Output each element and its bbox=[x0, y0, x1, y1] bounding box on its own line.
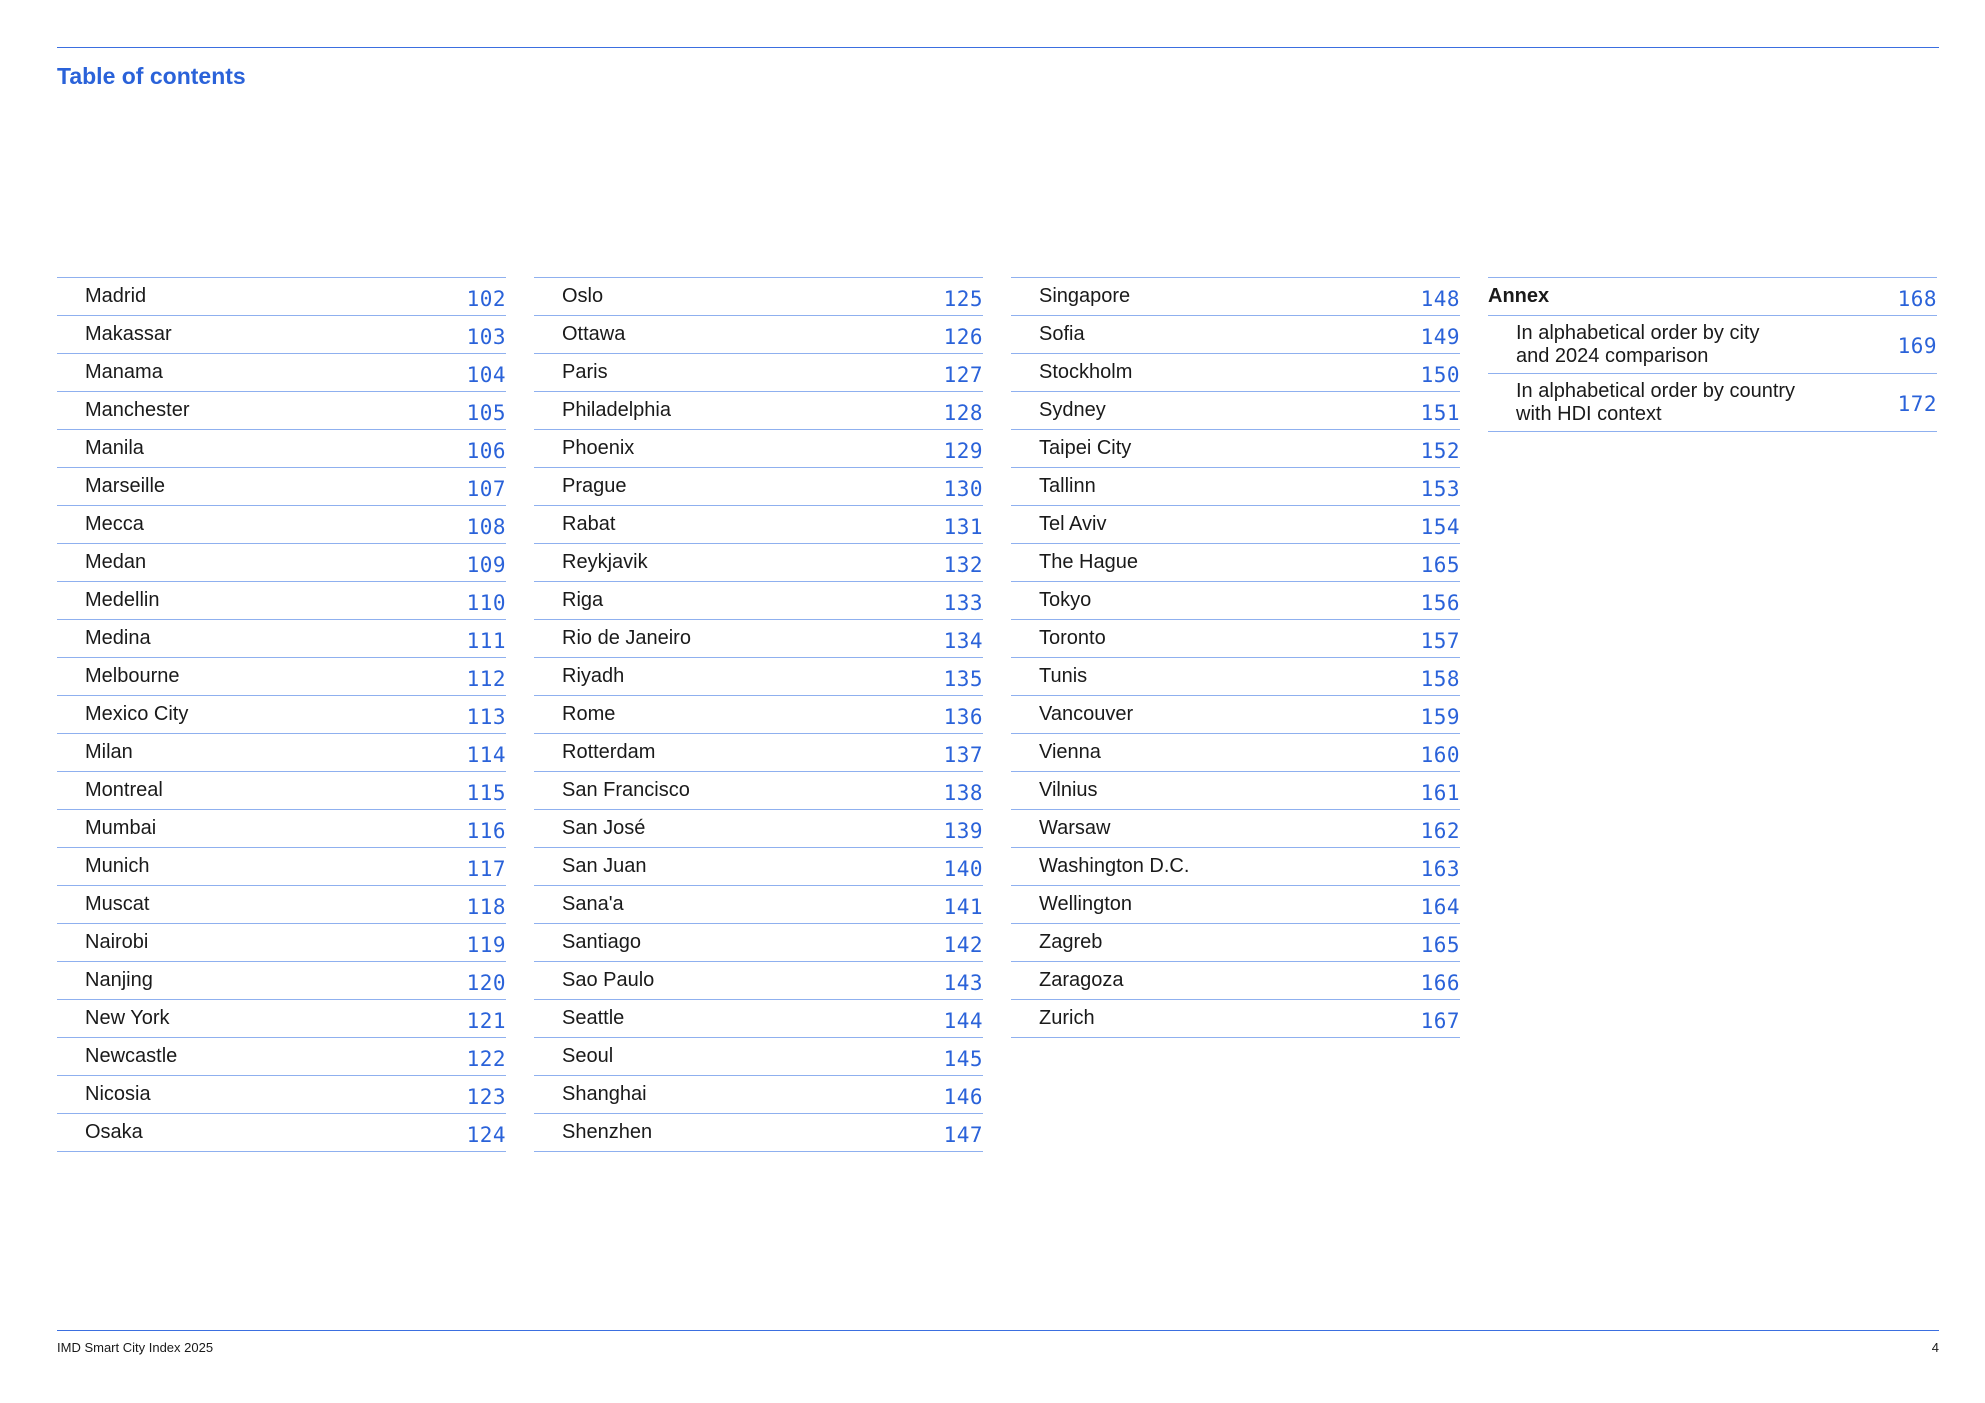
toc-entry-page-number: 107 bbox=[466, 477, 506, 501]
toc-entry[interactable] bbox=[534, 696, 983, 734]
toc-entry-page-number: 116 bbox=[466, 819, 506, 843]
toc-entry-name: San José bbox=[562, 817, 646, 839]
toc-entry-page-number: 119 bbox=[466, 933, 506, 957]
toc-entry-name: Santiago bbox=[562, 931, 641, 953]
toc-entry[interactable] bbox=[534, 620, 983, 658]
toc-entry-page-number: 135 bbox=[943, 667, 983, 691]
toc-entry[interactable] bbox=[57, 506, 506, 544]
annex-entry-by-city[interactable] bbox=[1488, 316, 1937, 374]
toc-entry-page-number: 133 bbox=[943, 591, 983, 615]
toc-entry-name: Shenzhen bbox=[562, 1121, 653, 1143]
toc-entry-name: Madrid bbox=[85, 285, 147, 307]
toc-entry[interactable] bbox=[1011, 544, 1460, 582]
toc-entry[interactable] bbox=[57, 658, 506, 696]
toc-entry-page-number: 112 bbox=[466, 667, 506, 691]
toc-entry-page-number: 118 bbox=[466, 895, 506, 919]
toc-entry-name: Seoul bbox=[562, 1045, 614, 1067]
toc-entry-page-number: 142 bbox=[943, 933, 983, 957]
toc-entry-name: Stockholm bbox=[1039, 361, 1133, 383]
toc-entry[interactable] bbox=[534, 734, 983, 772]
toc-entry-name: Munich bbox=[85, 855, 150, 877]
toc-entry[interactable] bbox=[534, 924, 983, 962]
toc-entry[interactable] bbox=[534, 810, 983, 848]
annex-entry-label: In alphabetical order by city and 2024 comparison bbox=[1516, 322, 1760, 367]
toc-entry[interactable] bbox=[534, 468, 983, 506]
toc-entry[interactable] bbox=[534, 1076, 983, 1114]
toc-entry-page-number: 152 bbox=[1420, 439, 1460, 463]
toc-entry[interactable] bbox=[534, 506, 983, 544]
toc-entry-name: Zagreb bbox=[1039, 931, 1103, 953]
toc-entry[interactable] bbox=[1011, 316, 1460, 354]
toc-entry-name: Mumbai bbox=[85, 817, 157, 839]
toc-entry-name: Riga bbox=[562, 589, 604, 611]
toc-entry-page-number: 115 bbox=[466, 781, 506, 805]
toc-entry[interactable] bbox=[1011, 848, 1460, 886]
toc-entry[interactable] bbox=[1011, 582, 1460, 620]
toc-entry[interactable] bbox=[534, 316, 983, 354]
toc-entry-name: Manchester bbox=[85, 399, 190, 421]
toc-entry-page-number: 145 bbox=[943, 1047, 983, 1071]
toc-entry[interactable] bbox=[1011, 772, 1460, 810]
toc-entry[interactable] bbox=[1011, 734, 1460, 772]
toc-entry[interactable] bbox=[57, 886, 506, 924]
toc-entry-name: Medina bbox=[85, 627, 151, 649]
toc-entry[interactable] bbox=[534, 848, 983, 886]
toc-entry-name: San Francisco bbox=[562, 779, 690, 801]
toc-entry[interactable] bbox=[534, 962, 983, 1000]
toc-entry-name: Vancouver bbox=[1039, 703, 1134, 725]
toc-entry-page-number: 134 bbox=[943, 629, 983, 653]
toc-column-3 bbox=[1011, 277, 1460, 1038]
toc-entry-name: Tel Aviv bbox=[1039, 513, 1107, 535]
toc-entry[interactable] bbox=[534, 658, 983, 696]
toc-entry-name: Riyadh bbox=[562, 665, 625, 687]
toc-entry-name: Ottawa bbox=[562, 323, 626, 345]
toc-entry[interactable] bbox=[1011, 924, 1460, 962]
toc-entry-name: Nicosia bbox=[85, 1083, 151, 1105]
annex-entry-page-number: 169 bbox=[1897, 334, 1937, 358]
toc-entry-page-number: 143 bbox=[943, 971, 983, 995]
toc-entry[interactable] bbox=[57, 696, 506, 734]
toc-entry-page-number: 104 bbox=[466, 363, 506, 387]
toc-entry-page-number: 120 bbox=[466, 971, 506, 995]
toc-entry-name: Milan bbox=[85, 741, 133, 763]
toc-entry-name: Zurich bbox=[1039, 1007, 1095, 1029]
toc-entry[interactable] bbox=[57, 392, 506, 430]
toc-entry[interactable] bbox=[534, 278, 983, 316]
toc-entry-name: Seattle bbox=[562, 1007, 625, 1029]
toc-entry-page-number: 146 bbox=[943, 1085, 983, 1109]
toc-entry[interactable] bbox=[534, 1038, 983, 1076]
toc-entry-page-number: 136 bbox=[943, 705, 983, 729]
toc-entry-page-number: 158 bbox=[1420, 667, 1460, 691]
toc-entry-name: Muscat bbox=[85, 893, 150, 915]
toc-entry-name: Osaka bbox=[85, 1121, 143, 1143]
toc-entry[interactable] bbox=[57, 848, 506, 886]
toc-entry[interactable] bbox=[57, 468, 506, 506]
toc-entry-name: Singapore bbox=[1039, 285, 1131, 307]
toc-entry-name: Medan bbox=[85, 551, 147, 573]
toc-entry-page-number: 132 bbox=[943, 553, 983, 577]
toc-entry-name: Manila bbox=[85, 437, 144, 459]
toc-entry-name: Rio de Janeiro bbox=[562, 627, 691, 649]
toc-entry-name: Zaragoza bbox=[1039, 969, 1124, 991]
footer-publication: IMD Smart City Index 2025 bbox=[57, 1340, 214, 1355]
toc-entry-page-number: 165 bbox=[1420, 933, 1460, 957]
toc-entry[interactable] bbox=[57, 354, 506, 392]
toc-entry[interactable] bbox=[57, 810, 506, 848]
toc-entry[interactable] bbox=[57, 734, 506, 772]
footer-page-number: 4 bbox=[1931, 1340, 1939, 1355]
toc-entry[interactable] bbox=[57, 924, 506, 962]
toc-entry-page-number: 110 bbox=[466, 591, 506, 615]
toc-entry[interactable] bbox=[534, 1114, 983, 1152]
toc-entry-name: Prague bbox=[562, 475, 627, 497]
toc-entry-page-number: 167 bbox=[1420, 1009, 1460, 1033]
toc-entry-name: New York bbox=[85, 1007, 170, 1029]
annex-entry-by-country[interactable] bbox=[1488, 374, 1937, 432]
toc-entry-page-number: 106 bbox=[466, 439, 506, 463]
toc-entry[interactable] bbox=[57, 1000, 506, 1038]
toc-entry-page-number: 103 bbox=[466, 325, 506, 349]
toc-entry-page-number: 130 bbox=[943, 477, 983, 501]
toc-entry-name: Melbourne bbox=[85, 665, 180, 687]
toc-entry-name: Tokyo bbox=[1039, 589, 1092, 611]
toc-entry-name: Montreal bbox=[85, 779, 163, 801]
toc-entry-name: Wellington bbox=[1039, 893, 1133, 915]
toc-entry-page-number: 147 bbox=[943, 1123, 983, 1147]
toc-entry[interactable] bbox=[534, 354, 983, 392]
annex-page-number: 168 bbox=[1897, 287, 1937, 311]
annex-title: Annex bbox=[1488, 285, 1550, 307]
toc-entry[interactable] bbox=[57, 620, 506, 658]
toc-entry-page-number: 129 bbox=[943, 439, 983, 463]
toc-entry[interactable] bbox=[1011, 620, 1460, 658]
toc-entry-name: Newcastle bbox=[85, 1045, 178, 1067]
toc-entry-page-number: 156 bbox=[1420, 591, 1460, 615]
toc-entry[interactable] bbox=[1011, 810, 1460, 848]
page-title: Table of contents bbox=[57, 63, 246, 89]
toc-entry-page-number: 122 bbox=[466, 1047, 506, 1071]
toc-entry-page-number: 108 bbox=[466, 515, 506, 539]
toc-entry[interactable] bbox=[1011, 886, 1460, 924]
toc-entry-name: Taipei City bbox=[1039, 437, 1132, 459]
toc-column-1 bbox=[57, 277, 506, 1152]
toc-entry[interactable] bbox=[57, 1114, 506, 1152]
toc-entry[interactable] bbox=[57, 430, 506, 468]
toc-entry-name: Paris bbox=[562, 361, 608, 383]
toc-entry-page-number: 166 bbox=[1420, 971, 1460, 995]
toc-entry-page-number: 164 bbox=[1420, 895, 1460, 919]
toc-entry-name: Sydney bbox=[1039, 399, 1106, 421]
annex-heading-row[interactable] bbox=[1488, 278, 1937, 316]
toc-entry[interactable] bbox=[1011, 278, 1460, 316]
toc-entry-page-number: 105 bbox=[466, 401, 506, 425]
toc-entry[interactable] bbox=[1011, 430, 1460, 468]
toc-entry-name: Medellin bbox=[85, 589, 160, 611]
toc-entry-page-number: 131 bbox=[943, 515, 983, 539]
toc-entry-page-number: 139 bbox=[943, 819, 983, 843]
toc-entry-page-number: 114 bbox=[466, 743, 506, 767]
toc-entry-name: Manama bbox=[85, 361, 163, 383]
toc-entry-name: Nanjing bbox=[85, 969, 153, 991]
toc-entry[interactable] bbox=[1011, 506, 1460, 544]
toc-entry-name: Philadelphia bbox=[562, 399, 671, 421]
toc-entry-name: San Juan bbox=[562, 855, 647, 877]
toc-entry-page-number: 113 bbox=[466, 705, 506, 729]
toc-entry[interactable] bbox=[534, 582, 983, 620]
toc-entry[interactable] bbox=[1011, 1000, 1460, 1038]
toc-entry-page-number: 140 bbox=[943, 857, 983, 881]
toc-entry-name: Oslo bbox=[562, 285, 604, 307]
toc-entry[interactable] bbox=[57, 278, 506, 316]
toc-entry-page-number: 150 bbox=[1420, 363, 1460, 387]
toc-entry[interactable] bbox=[534, 544, 983, 582]
toc-entry-name: Sao Paulo bbox=[562, 969, 655, 991]
toc-entry-name: Sofia bbox=[1039, 323, 1085, 345]
toc-entry[interactable] bbox=[534, 430, 983, 468]
toc-entry[interactable] bbox=[534, 392, 983, 430]
toc-column-annex bbox=[1488, 277, 1937, 432]
toc-entry-name: Rome bbox=[562, 703, 616, 725]
toc-entry-page-number: 124 bbox=[466, 1123, 506, 1147]
toc-entry-page-number: 157 bbox=[1420, 629, 1460, 653]
toc-entry-page-number: 121 bbox=[466, 1009, 506, 1033]
toc-entry-name: Mecca bbox=[85, 513, 144, 535]
toc-entry-page-number: 125 bbox=[943, 287, 983, 311]
toc-entry-name: Rotterdam bbox=[562, 741, 656, 763]
toc-entry-page-number: 148 bbox=[1420, 287, 1460, 311]
toc-entry[interactable] bbox=[57, 582, 506, 620]
toc-entry-page-number: 149 bbox=[1420, 325, 1460, 349]
toc-entry-page-number: 162 bbox=[1420, 819, 1460, 843]
toc-entry-page-number: 127 bbox=[943, 363, 983, 387]
toc-entry-page-number: 109 bbox=[466, 553, 506, 577]
toc-entry-name: Tallinn bbox=[1039, 475, 1096, 497]
toc-entry-name: Rabat bbox=[562, 513, 616, 535]
toc-entry[interactable] bbox=[1011, 962, 1460, 1000]
toc-entry[interactable] bbox=[57, 1038, 506, 1076]
toc-entry[interactable] bbox=[57, 772, 506, 810]
toc-entry[interactable] bbox=[534, 1000, 983, 1038]
toc-entry-name: Makassar bbox=[85, 323, 172, 345]
toc-entry-page-number: 123 bbox=[466, 1085, 506, 1109]
toc-entry-name: Marseille bbox=[85, 475, 166, 497]
toc-entry-name: Sana'a bbox=[562, 893, 624, 915]
toc-entry-page-number: 141 bbox=[943, 895, 983, 919]
toc-entry-name: Washington D.C. bbox=[1039, 855, 1190, 877]
toc-entry-page-number: 161 bbox=[1420, 781, 1460, 805]
toc-entry-page-number: 151 bbox=[1420, 401, 1460, 425]
toc-entry-name: Vilnius bbox=[1039, 779, 1098, 801]
toc-entry[interactable] bbox=[534, 772, 983, 810]
toc-entry-name: Toronto bbox=[1039, 627, 1106, 649]
toc-entry-name: Tunis bbox=[1039, 665, 1088, 687]
toc-column-2 bbox=[534, 277, 983, 1152]
toc-entry-name: Reykjavik bbox=[562, 551, 648, 573]
toc-entry[interactable] bbox=[1011, 392, 1460, 430]
toc-entry-page-number: 160 bbox=[1420, 743, 1460, 767]
toc-entry-name: Nairobi bbox=[85, 931, 149, 953]
toc-entry[interactable] bbox=[57, 1076, 506, 1114]
toc-entry-name: Shanghai bbox=[562, 1083, 647, 1105]
toc-entry-page-number: 153 bbox=[1420, 477, 1460, 501]
toc-entry-page-number: 165 bbox=[1420, 553, 1460, 577]
toc-entry-page-number: 163 bbox=[1420, 857, 1460, 881]
toc-entry-name: Phoenix bbox=[562, 437, 635, 459]
toc-entry[interactable] bbox=[1011, 468, 1460, 506]
toc-entry-page-number: 128 bbox=[943, 401, 983, 425]
toc-entry-name: The Hague bbox=[1039, 551, 1138, 573]
toc-entry-name: Mexico City bbox=[85, 703, 189, 725]
toc-entry-page-number: 126 bbox=[943, 325, 983, 349]
toc-entry[interactable] bbox=[534, 886, 983, 924]
toc-entry-page-number: 144 bbox=[943, 1009, 983, 1033]
toc-entry[interactable] bbox=[1011, 354, 1460, 392]
toc-entry-page-number: 138 bbox=[943, 781, 983, 805]
toc-entry-page-number: 102 bbox=[466, 287, 506, 311]
toc-entry-page-number: 137 bbox=[943, 743, 983, 767]
toc-entry[interactable] bbox=[1011, 696, 1460, 734]
top-divider bbox=[57, 47, 1939, 48]
toc-entry-page-number: 117 bbox=[466, 857, 506, 881]
bottom-divider bbox=[57, 1330, 1939, 1331]
toc-entry-page-number: 159 bbox=[1420, 705, 1460, 729]
toc-entry[interactable] bbox=[57, 544, 506, 582]
toc-entry-name: Warsaw bbox=[1039, 817, 1111, 839]
toc-entry-name: Vienna bbox=[1039, 741, 1101, 763]
annex-entry-label: In alphabetical order by country with HDI context bbox=[1516, 380, 1796, 425]
toc-entry-page-number: 111 bbox=[466, 629, 506, 653]
toc-entry[interactable] bbox=[1011, 658, 1460, 696]
toc-entry[interactable] bbox=[57, 962, 506, 1000]
toc-entry[interactable] bbox=[57, 316, 506, 354]
toc-entry-page-number: 154 bbox=[1420, 515, 1460, 539]
annex-entry-page-number: 172 bbox=[1897, 392, 1937, 416]
